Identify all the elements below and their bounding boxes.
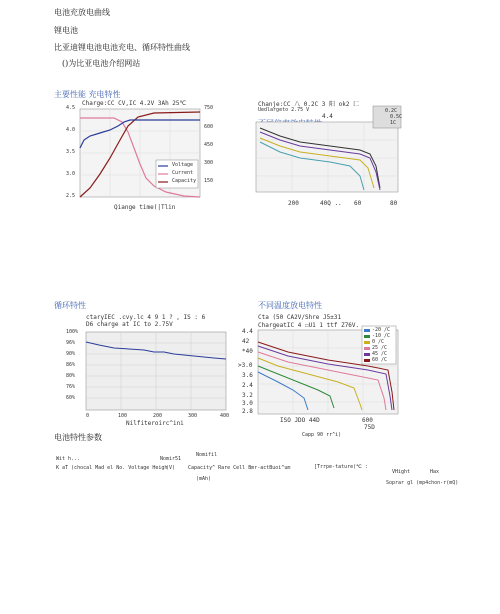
temp-ytick: *40 — [242, 348, 253, 355]
charge-rtick: 300 — [204, 160, 214, 166]
cycle-chart — [54, 312, 234, 427]
cycle-xtick: 300 — [188, 413, 198, 419]
cycle-chart-title: ctaryIEC .cvy.lc 4 9 1 ? , IS : 6 — [86, 314, 206, 321]
charge-ytick: 3.5 — [66, 149, 76, 155]
temp-legend: -20 /C — [372, 327, 391, 333]
legend-current: Current — [172, 170, 194, 176]
rate-chart — [230, 96, 410, 216]
section-charge: 主要性能 充电特性 — [54, 90, 121, 99]
param-text: Nomifil — [196, 452, 218, 458]
cycle-xtick: 400 — [220, 413, 230, 419]
temp-legend: 60 /C — [372, 357, 388, 363]
param-text: Capacity^ Rare Cell Bmr-actBuoi^um — [188, 465, 291, 471]
charge-chart — [54, 100, 224, 220]
param-text: Soprar gl (mp4chon-r(mQ) — [386, 480, 459, 486]
rate-plot-area — [256, 122, 398, 192]
param-text: VHight — [392, 469, 411, 475]
cycle-xlabel: Nilfiteroirc^ini — [126, 420, 184, 427]
charge-rtick: 450 — [204, 142, 214, 148]
cycle-ytick: 96% — [66, 340, 76, 346]
param-text: (V) — [166, 465, 176, 471]
rate-xtick: 80 — [390, 200, 398, 207]
temp-legend: 25 /C — [372, 345, 388, 351]
temp-ytick: 2.8 — [242, 408, 253, 415]
charge-ytick: 4.5 — [66, 105, 76, 111]
cycle-ytick: 80% — [66, 373, 76, 379]
temp-xlabel: Capp 90 rr^i) — [302, 432, 342, 438]
temp-ytick: 42 — [242, 338, 250, 345]
temp-chart — [238, 312, 408, 440]
doc-line-2: 锂电池 — [54, 26, 78, 35]
charge-chart-title: Charge:CC CV,IC 4.2V 3Ah 25℃ — [82, 100, 187, 107]
temp-ytick: 4.4 — [242, 328, 253, 335]
doc-line-1: 电池充放电曲线 — [54, 8, 110, 17]
section-temp: 不同温度放电特性 — [258, 301, 322, 310]
temp-legend: -10 /C — [372, 333, 391, 339]
doc-line-4: ()为比亚电池介绍网站 — [62, 59, 141, 68]
temp-xtick: ISO JDO 44D — [280, 417, 320, 424]
rate-legend: 0.2C — [385, 108, 398, 114]
rate-xtick: 200 — [288, 200, 299, 207]
param-text: [Trrpe-tature(℃ : — [314, 464, 368, 470]
rate-legend: 1C — [390, 120, 397, 126]
charge-rtick: 750 — [204, 105, 214, 111]
charge-ytick: 3.0 — [66, 171, 76, 177]
cycle-xtick: 200 — [153, 413, 163, 419]
temp-legend: 0 /C — [372, 339, 385, 345]
rate-chart-title: Chanje:CC 八 0.2C 3 阳 ok2 匚 — [258, 101, 360, 108]
legend-voltage: Voltage — [172, 162, 194, 168]
rate-xtick: 60 — [354, 200, 362, 207]
doc-line-3: 比亚迪锂电池电池充电、循环特性曲线 — [54, 43, 190, 52]
temp-ytick: >3.0 — [238, 362, 253, 369]
temp-ytick: 2.4 — [242, 382, 253, 389]
charge-ytick: 2.5 — [66, 193, 76, 199]
temp-ytick: 3.2 — [242, 392, 253, 399]
cycle-ytick: 60% — [66, 395, 76, 401]
cycle-ytick: 100% — [66, 329, 79, 335]
rate-xtick: 40Q .. — [320, 200, 342, 207]
param-text: Nomir51 — [160, 456, 182, 462]
rate-chart-subtitle: Uedlargeto 2.75 V — [258, 107, 310, 113]
section-cycle: 循环特性 — [54, 301, 86, 310]
param-text: Hax — [430, 469, 440, 475]
cycle-chart-subtitle: D6 charge at IC to 2.75V — [86, 321, 173, 328]
cycle-ytick: 86% — [66, 362, 76, 368]
rate-legend: 0.5C — [390, 114, 403, 120]
param-text: Wit h... — [56, 456, 81, 462]
rate-ytop: 4.4 — [322, 113, 333, 120]
temp-ytick: 3.6 — [242, 372, 253, 379]
temp-xtick: 600 — [362, 417, 373, 424]
legend-capacity: Capacity — [172, 178, 197, 184]
charge-ytick: 4.0 — [66, 127, 76, 133]
temp-chart-subtitle: ChargeatIC 4 ☐U1 1 ttf Z76V. — [258, 322, 360, 329]
cycle-ytick: 76% — [66, 384, 76, 390]
section-params: 电池特性参数 — [54, 433, 102, 442]
charge-rtick: 150 — [204, 178, 214, 184]
temp-xextra: 75D — [364, 424, 375, 431]
cycle-xtick: 100 — [118, 413, 128, 419]
param-text: K aT (chocal Mad el No. Voltage Heigh — [56, 465, 168, 471]
param-text: (mAh) — [196, 476, 212, 482]
charge-xlabel: Qiange time(|Tlin — [114, 204, 176, 211]
temp-legend: 45 /C — [372, 351, 388, 357]
temp-chart-title: Cta (50 CA2V/Shre J5±31 — [258, 314, 342, 321]
temp-ytick: 3.0 — [242, 400, 253, 407]
charge-rtick: 600 — [204, 124, 214, 130]
cycle-ytick: 90% — [66, 351, 76, 357]
cycle-xtick: 0 — [86, 413, 90, 419]
